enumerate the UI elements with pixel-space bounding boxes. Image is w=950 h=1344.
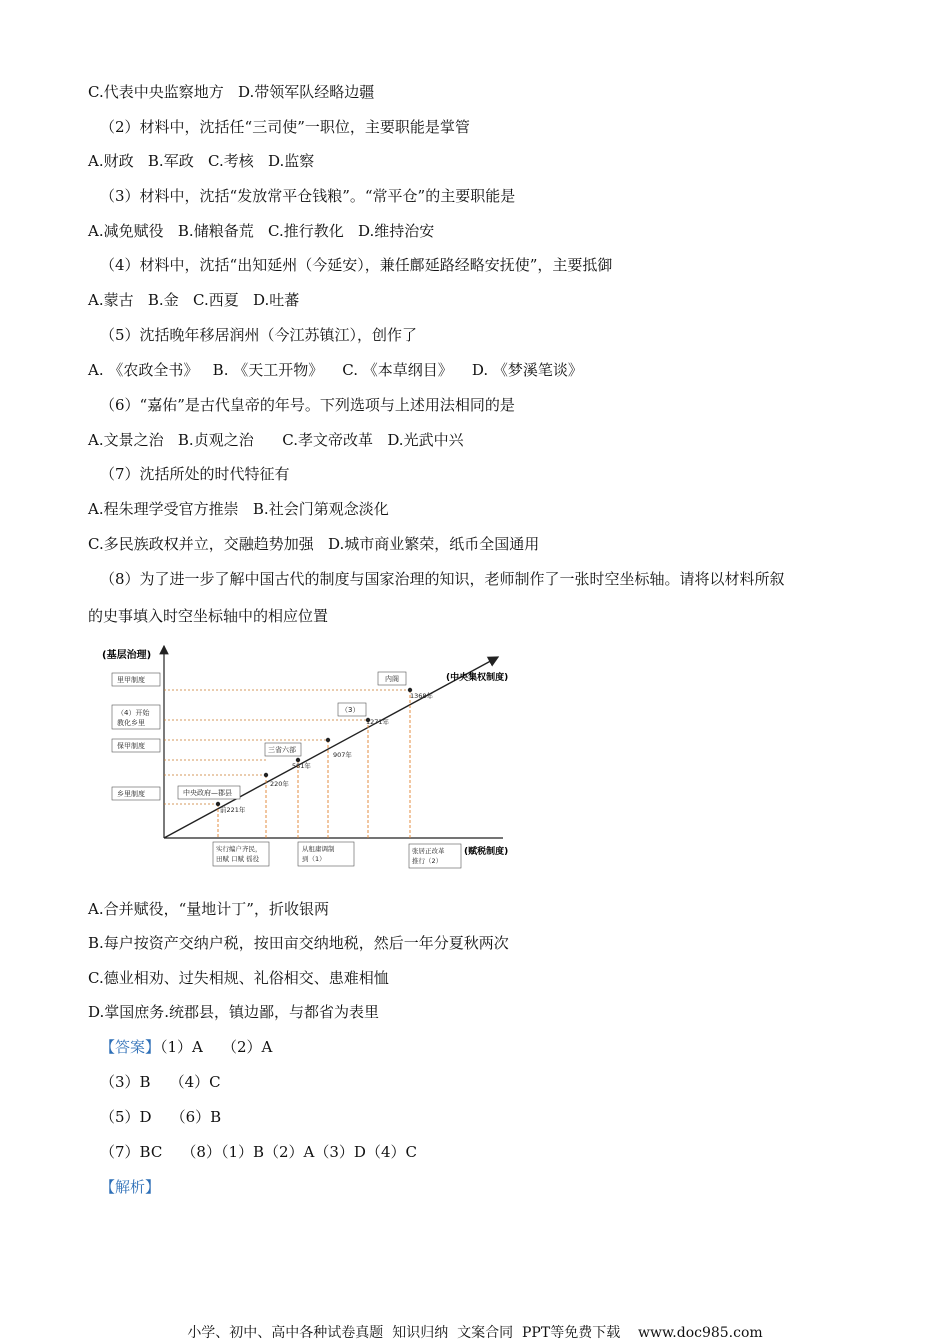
x-axis-title: (中央集权制度) — [446, 673, 509, 683]
bottom-box-3-line1: 张居正改革 — [412, 847, 445, 855]
text-line: （6）“嘉佑”是古代皇帝的年号。下列选项与上述用法相同的是 — [100, 396, 515, 414]
text-line: A.蒙古 B.金 C.西夏 D.吐蕃 — [88, 291, 300, 309]
label-qin-commandery: 中央政府—郡县 — [183, 789, 232, 797]
text-line: D.掌国庶务.统郡县，镇边鄙，与都省为表里 — [88, 1003, 380, 1021]
left-category-boxes — [112, 673, 160, 800]
text-line: C.多民族政权并立，交融趋势加强 D.城市商业繁荣，纸币全国通用 — [88, 535, 540, 553]
answer-line-3: （5）D （6）B — [100, 1108, 222, 1126]
answer-text-1: （1）A （2）A — [160, 1038, 273, 1056]
year-1271: 1271年 — [366, 718, 390, 726]
text-line: （7）沈括所处的时代特征有 — [100, 465, 290, 483]
bottom-box-1-line2: 田赋 口赋 徭役 — [216, 855, 260, 863]
answer-line-1 — [100, 1037, 272, 1057]
bottom-box-1-line1: 实行编户齐民， — [216, 845, 262, 853]
text-line: C.德业相劝、过失相规、礼俗相交、患难相恤 — [88, 969, 389, 987]
year-221bc: 前221年 — [220, 806, 246, 814]
text-line: B.每户按资产交纳户税，按田亩交纳地税，然后一年分夏秋两次 — [88, 934, 509, 952]
left-box-lijia: 里甲制度 — [117, 676, 145, 684]
year-1368: 1368年 — [410, 692, 434, 700]
year-907: 907年 — [333, 751, 352, 759]
bottom-box-3-line2: 推行（2） — [412, 857, 443, 865]
bottom-axis-title: (赋税制度) — [464, 847, 509, 857]
answer-label: 【答案】 — [100, 1038, 161, 1056]
answer-line-4: （7）BC （8）（1）B（2）A（3）D（4）C — [100, 1143, 417, 1161]
point-907 — [326, 738, 330, 742]
text-line: A.文景之治 B.贞观之治 C.孝文帝改革 D.光武中兴 — [88, 431, 464, 449]
bottom-box-2-line2: 到（1） — [302, 855, 326, 863]
left-box-4-line1: （4）开始 — [117, 709, 150, 717]
text-line: （4）材料中，沈括“出知延州（今延安），兼任鄜延路经略安抚使”，主要抵御 — [100, 256, 613, 274]
text-line: （8）为了进一步了解中国古代的制度与国家治理的知识，老师制作了一张时空坐标轴。请将以材料所叙 — [100, 570, 785, 588]
left-box-xiangli: 乡里制度 — [117, 790, 145, 798]
label-cabinet: 内阁 — [385, 675, 399, 683]
label-three-departments: 三省六部 — [268, 746, 296, 754]
text-line: （3）材料中，沈括“发放常平仓钱粮”。“常平仓”的主要职能是 — [100, 187, 516, 205]
label-blank-3: （3） — [341, 706, 360, 714]
text-line: （2）材料中，沈括任“三司使”一职位，主要职能是掌管 — [100, 118, 470, 136]
analysis-label: 【解析】 — [100, 1178, 161, 1196]
text-line: A.财政 B.军政 C.考核 D.监察 — [88, 152, 315, 170]
year-220: 220年 — [270, 780, 289, 788]
page-footer: 小学、初中、高中各种试卷真题 知识归纳 文案合同 PPT等免费下载 www.doc985.com — [187, 1325, 763, 1341]
text-line: 的史事填入时空坐标轴中的相应位置 — [88, 607, 329, 625]
diagonal-axis — [164, 657, 498, 838]
answer-line-2: （3）B （4）C — [100, 1073, 221, 1091]
point-220 — [264, 773, 268, 777]
text-line: A.合并赋役，“量地计丁”，折收银两 — [88, 900, 329, 918]
left-box-4-line2: 教化乡里 — [117, 719, 145, 727]
timeline-diagram — [98, 640, 518, 870]
year-581: 581年 — [292, 762, 311, 770]
y-axis-title: (基层治理) — [102, 650, 152, 661]
text-line: （5）沈括晚年移居润州（今江苏镇江），创作了 — [100, 326, 418, 344]
text-line: A.程朱理学受官方推崇 B.社会门第观念淡化 — [88, 500, 389, 518]
text-line: C.代表中央监察地方 D.带领军队经略边疆 — [88, 83, 375, 101]
text-line: A.减免赋役 B.储粮备荒 C.推行教化 D.维持治安 — [88, 222, 435, 240]
bottom-box-2-line1: 从租庸调制 — [302, 845, 335, 853]
text-line: A. 《农政全书》 B. 《天工开物》 C. 《本草纲目》 D. 《梦溪笔谈》 — [88, 361, 583, 379]
left-box-baojia: 保甲制度 — [117, 742, 145, 750]
